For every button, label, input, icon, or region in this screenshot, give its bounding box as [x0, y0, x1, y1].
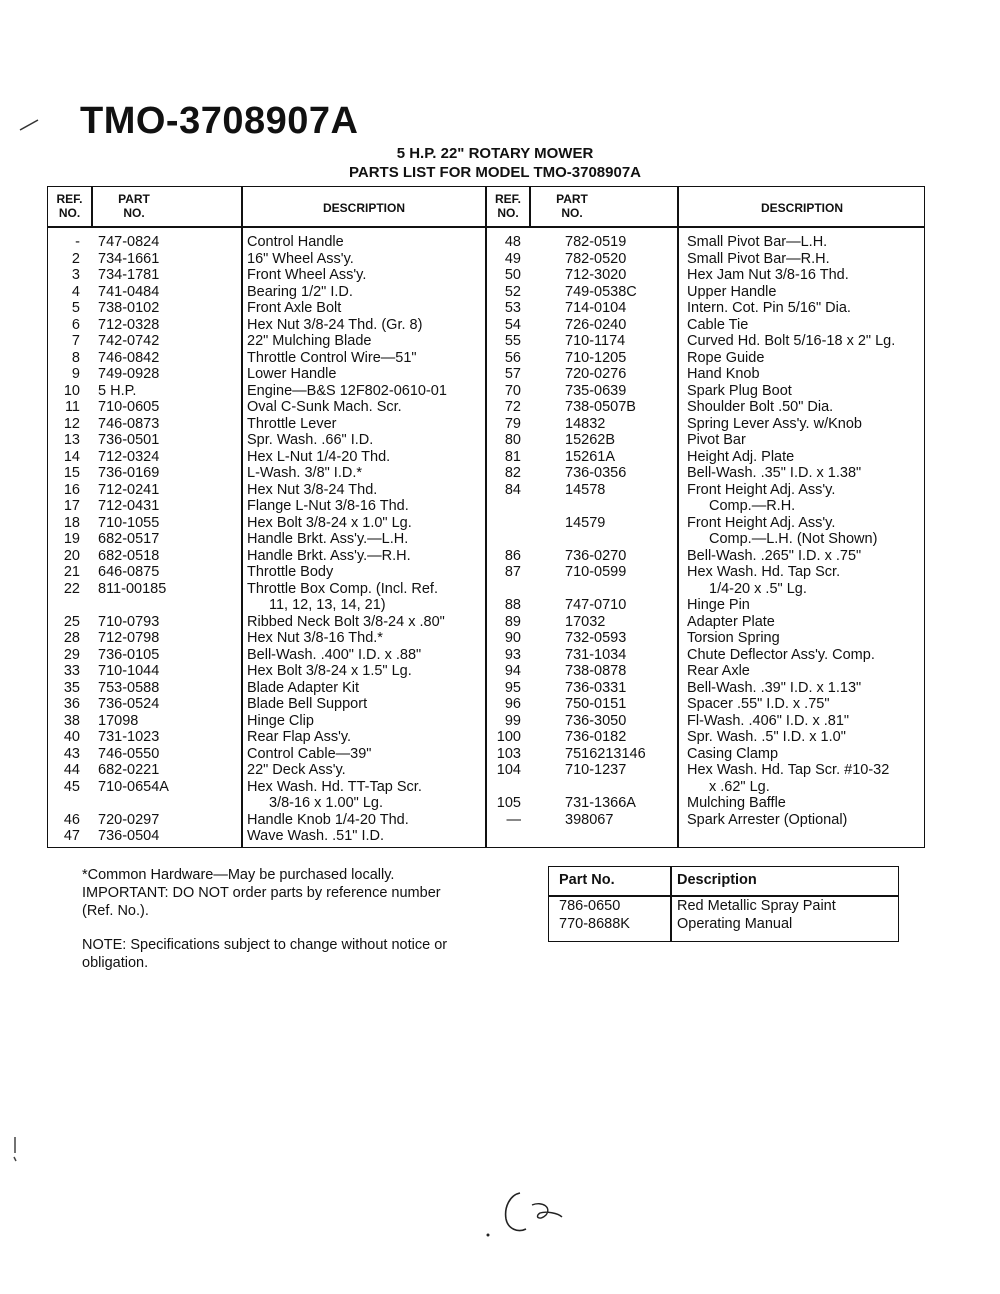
part-description: Rear Flap Ass'y. — [247, 729, 352, 745]
part-description: Bell-Wash. .39" I.D. x 1.13" — [687, 679, 862, 696]
ref-no: 21 — [63, 564, 80, 580]
part-no: 736-0331 — [565, 679, 627, 696]
ref-no: 4 — [71, 283, 80, 300]
ref-no: 22 — [63, 580, 80, 597]
ref-no: 99 — [504, 712, 521, 729]
part-no: 682-0517 — [98, 531, 160, 547]
part-description: Control Cable—39" — [247, 745, 372, 762]
part-no: 682-0221 — [98, 762, 160, 778]
ref-no: 43 — [63, 745, 80, 762]
part-no: 747-0824 — [98, 234, 160, 250]
part-no: 731-1366A — [565, 795, 636, 811]
part-description: Front Wheel Ass'y. — [247, 267, 367, 283]
part-no: 712-0798 — [98, 630, 160, 646]
part-no: 712-0324 — [98, 448, 160, 465]
part-no: 782-0520 — [565, 250, 627, 267]
part-description: Adapter Plate — [687, 613, 775, 630]
ref-no: 81 — [504, 448, 521, 465]
part-no: 398067 — [565, 811, 614, 828]
ref-no: 46 — [63, 811, 80, 828]
part-no: 731-1023 — [98, 729, 160, 745]
ref-no: 86 — [504, 547, 521, 564]
part-no: 736-0182 — [565, 729, 627, 745]
part-description: Hinge Pin — [687, 597, 750, 613]
part-description: x .62" Lg. — [709, 778, 770, 795]
part-description: Mulching Baffle — [687, 795, 786, 811]
part-description: Chute Deflector Ass'y. Comp. — [687, 646, 875, 663]
part-description: Spr. Wash. .5" I.D. x 1.0" — [687, 729, 846, 745]
ref-no: 25 — [63, 613, 80, 630]
ref-no: 38 — [63, 712, 80, 729]
part-description: Handle Brkt. Ass'y.—L.H. — [247, 531, 409, 547]
handwritten-mark — [480, 1183, 570, 1243]
part-description: 3/8-16 x 1.00" Lg. — [269, 795, 383, 811]
ref-no: 45 — [63, 778, 80, 795]
part-description: Bell-Wash. .400" I.D. x .88" — [247, 646, 422, 663]
part-no: 742-0742 — [98, 333, 160, 349]
part-description: Pivot Bar — [687, 432, 746, 448]
ref-no: 100 — [496, 729, 521, 745]
part-no: 720-0276 — [565, 366, 627, 382]
part-description: 16" Wheel Ass'y. — [247, 250, 354, 267]
parts-list-subtitle: PARTS LIST FOR MODEL TMO-3708907A — [349, 164, 641, 181]
part-no: 747-0710 — [565, 597, 627, 613]
column-divider — [677, 187, 679, 847]
ref-no: 87 — [504, 564, 521, 580]
part-no: 15261A — [565, 448, 615, 465]
extra-header-part-no: Part No. — [559, 872, 615, 888]
ref-no: 28 — [63, 630, 80, 646]
part-description: Throttle Lever — [247, 415, 337, 432]
column-divider — [241, 187, 243, 847]
part-description: Small Pivot Bar—R.H. — [687, 250, 830, 267]
part-description: Hand Knob — [687, 366, 760, 382]
ref-no: 79 — [504, 415, 521, 432]
part-description: Blade Bell Support — [247, 696, 368, 712]
ref-no: 44 — [63, 762, 80, 778]
part-no: 738-0878 — [565, 663, 627, 679]
header-ref-no: REF. NO. — [56, 192, 83, 220]
ref-no: 18 — [63, 514, 80, 531]
part-no: 736-0524 — [98, 696, 160, 712]
ref-no: 56 — [504, 349, 521, 366]
part-no: 750-0151 — [565, 696, 627, 712]
part-no: 736-0501 — [98, 432, 160, 448]
part-description: 11, 12, 13, 14, 21) — [269, 597, 386, 613]
part-no: 736-3050 — [565, 712, 627, 729]
header-part-no-right: PART NO. — [556, 192, 588, 220]
part-description: Throttle Control Wire—51" — [247, 349, 417, 366]
part-no: 712-0328 — [98, 316, 160, 333]
part-no: 14578 — [565, 481, 606, 498]
part-no: 712-3020 — [565, 267, 627, 283]
ref-no: 40 — [63, 729, 80, 745]
ref-no: 103 — [496, 745, 521, 762]
part-no: 782-0519 — [565, 234, 627, 250]
part-description: Bearing 1/2" I.D. — [247, 283, 353, 300]
part-description: Upper Handle — [687, 283, 777, 300]
ref-no: 7 — [71, 333, 80, 349]
parts-list-table — [47, 186, 925, 848]
part-description: Torsion Spring — [687, 630, 780, 646]
model-title: TMO-3708907A — [80, 100, 359, 142]
ref-no: 14 — [63, 448, 80, 465]
part-no: 734-1661 — [98, 250, 160, 267]
part-no: 17032 — [565, 613, 606, 630]
ref-no: 19 — [63, 531, 80, 547]
header-description: DESCRIPTION — [322, 201, 405, 215]
ref-no: 17 — [63, 498, 80, 514]
part-no: 749-0538C — [565, 283, 637, 300]
part-no: 714-0104 — [565, 300, 627, 316]
ref-no: 54 — [504, 316, 521, 333]
part-no: 741-0484 — [98, 283, 160, 300]
part-no: 15262B — [565, 432, 615, 448]
ref-no: 90 — [504, 630, 521, 646]
part-description: Cable Tie — [687, 316, 749, 333]
part-description: Front Axle Bolt — [247, 300, 342, 316]
part-description: Fl-Wash. .406" I.D. x .81" — [687, 712, 850, 729]
ref-no: 105 — [496, 795, 521, 811]
ref-no: 13 — [63, 432, 80, 448]
part-no: 5 H.P. — [98, 382, 137, 399]
ref-no: 2 — [71, 250, 80, 267]
ref-no: — — [506, 811, 521, 828]
part-no: 734-1781 — [98, 267, 160, 283]
part-no: 738-0102 — [98, 300, 160, 316]
part-no: 710-1055 — [98, 514, 160, 531]
ref-no: 82 — [504, 465, 521, 481]
part-no: 746-0550 — [98, 745, 160, 762]
part-no: 811-00185 — [98, 580, 167, 597]
part-no: 646-0875 — [98, 564, 160, 580]
header-description-right: DESCRIPTION — [760, 201, 843, 215]
part-no: 736-0270 — [565, 547, 627, 564]
part-description: Control Handle — [247, 234, 344, 250]
part-description: Engine—B&S 12F802-0610-01 — [247, 382, 447, 399]
part-description: Hex L-Nut 1/4-20 Thd. — [247, 448, 391, 465]
ref-no: 6 — [71, 316, 80, 333]
ref-no: 48 — [504, 234, 521, 250]
ref-no: 10 — [63, 382, 80, 399]
part-description: Shoulder Bolt .50" Dia. — [687, 399, 834, 415]
ref-no: - — [75, 234, 80, 250]
ref-no: 29 — [63, 646, 80, 663]
ref-no: 47 — [63, 828, 80, 844]
part-description: Comp.—L.H. (Not Shown) — [709, 531, 878, 547]
part-description: Wave Wash. .51" I.D. — [247, 828, 385, 844]
part-description: Comp.—R.H. — [709, 498, 796, 514]
part-no: 710-0793 — [98, 613, 160, 630]
ref-no: 88 — [504, 597, 521, 613]
part-description: Hex Nut 3/8-24 Thd. (Gr. 8) — [247, 316, 423, 333]
part-description: Spring Lever Ass'y. w/Knob — [687, 415, 862, 432]
part-no: 753-0588 — [98, 679, 160, 696]
part-no: 710-1237 — [565, 762, 627, 778]
ref-no: 20 — [63, 547, 80, 564]
header-ref-no-right: REF. NO. — [494, 192, 521, 220]
specifications-note: NOTE: Specifications subject to change without notice or obligation. — [82, 937, 448, 971]
extra-part-no: 770-8688K — [559, 916, 630, 932]
ref-no: 50 — [504, 267, 521, 283]
part-no: 720-0297 — [98, 811, 160, 828]
part-description: Rope Guide — [687, 349, 765, 366]
part-no: 746-0842 — [98, 349, 160, 366]
part-no: 749-0928 — [98, 366, 160, 382]
scan-mark — [18, 118, 40, 132]
ref-no: 89 — [504, 613, 521, 630]
ref-no: 80 — [504, 432, 521, 448]
part-description: Bell-Wash. .265" I.D. x .75" — [687, 547, 862, 564]
extra-description: Operating Manual — [677, 916, 793, 932]
part-description: Hex Jam Nut 3/8-16 Thd. — [687, 267, 849, 283]
part-description: Handle Knob 1/4-20 Thd. — [247, 811, 409, 828]
part-description: Handle Brkt. Ass'y.—R.H. — [247, 547, 411, 564]
ref-no: 11 — [64, 399, 80, 415]
header-part-no: PART NO. — [118, 192, 150, 220]
ref-no: 33 — [63, 663, 80, 679]
part-description: Hex Bolt 3/8-24 x 1.0" Lg. — [247, 514, 412, 531]
part-description: Casing Clamp — [687, 745, 779, 762]
part-no: 710-1174 — [565, 333, 626, 349]
part-description: 1/4-20 x .5" Lg. — [709, 580, 807, 597]
part-description: Bell-Wash. .35" I.D. x 1.38" — [687, 465, 862, 481]
ref-no: 84 — [504, 481, 521, 498]
part-description: Spr. Wash. .66" I.D. — [247, 432, 374, 448]
part-description: Oval C-Sunk Mach. Scr. — [247, 399, 402, 415]
ref-no: 72 — [504, 399, 521, 415]
ref-no: 94 — [504, 663, 521, 679]
part-no: 710-0605 — [98, 399, 160, 415]
part-no: 736-0169 — [98, 465, 160, 481]
part-no: 14579 — [565, 514, 606, 531]
part-no: 731-1034 — [565, 646, 627, 663]
ref-no: 55 — [504, 333, 521, 349]
part-description: Throttle Box Comp. (Incl. Ref. — [247, 580, 438, 597]
part-description: Intern. Cot. Pin 5/16" Dia. — [687, 300, 851, 316]
part-no: 17098 — [98, 712, 139, 729]
notes-block — [82, 866, 502, 972]
part-description: Front Height Adj. Ass'y. — [687, 514, 836, 531]
part-description: Hex Wash. Hd. Tap Scr. #10-32 — [687, 762, 890, 778]
part-description: L-Wash. 3/8" I.D.* — [247, 465, 363, 481]
part-no: 736-0356 — [565, 465, 627, 481]
part-no: 732-0593 — [565, 630, 627, 646]
part-no: 710-0654A — [98, 778, 169, 795]
part-description: Curved Hd. Bolt 5/16-18 x 2" Lg. — [687, 333, 896, 349]
part-no: 7516213146 — [565, 745, 646, 762]
extra-row — [549, 897, 898, 915]
ref-no: 52 — [504, 283, 521, 300]
part-description: Hex Wash. Hd. Tap Scr. — [687, 564, 841, 580]
part-description: Flange L-Nut 3/8-16 Thd. — [247, 498, 409, 514]
part-no: 735-0639 — [565, 382, 627, 399]
part-description: Hex Wash. Hd. TT-Tap Scr. — [247, 778, 422, 795]
part-description: Blade Adapter Kit — [247, 679, 360, 696]
part-description: Height Adj. Plate — [687, 448, 795, 465]
ref-no: 70 — [504, 382, 521, 399]
part-description: Rear Axle — [687, 663, 750, 679]
part-no: 710-1205 — [565, 349, 627, 366]
ref-no: 57 — [504, 366, 521, 382]
ref-no: 36 — [63, 696, 80, 712]
ref-no: 93 — [504, 646, 521, 663]
ref-no: 15 — [63, 465, 80, 481]
ref-no: 12 — [63, 415, 80, 432]
part-no: 712-0431 — [98, 498, 160, 514]
ref-no: 49 — [504, 250, 521, 267]
part-description: Hinge Clip — [247, 712, 314, 729]
part-description: Ribbed Neck Bolt 3/8-24 x .80" — [247, 613, 445, 630]
ref-no: 8 — [71, 349, 80, 366]
part-description: Front Height Adj. Ass'y. — [687, 481, 836, 498]
ref-no: 5 — [71, 300, 80, 316]
common-hardware-note: *Common Hardware—May be purchased locally. — [82, 867, 395, 883]
part-description: 22" Mulching Blade — [247, 333, 372, 349]
extra-row — [549, 915, 898, 933]
part-no: 746-0873 — [98, 415, 160, 432]
part-no: 726-0240 — [565, 316, 627, 333]
part-description: Spacer .55" I.D. x .75" — [687, 696, 830, 712]
part-description: Spark Arrester (Optional) — [687, 811, 848, 828]
ref-no: 16 — [63, 481, 80, 498]
part-description: Hex Nut 3/8-16 Thd.* — [247, 630, 383, 646]
part-no: 14832 — [565, 415, 606, 432]
part-no: 710-0599 — [565, 564, 627, 580]
part-no: 738-0507B — [565, 399, 636, 415]
ref-no: 96 — [504, 696, 521, 712]
part-no: 712-0241 — [98, 481, 160, 498]
ref-no: 35 — [63, 679, 80, 696]
part-description: Hex Nut 3/8-24 Thd. — [247, 481, 378, 498]
ref-no: 3 — [71, 267, 80, 283]
part-no: 736-0105 — [98, 646, 160, 663]
extra-parts-table — [548, 866, 899, 942]
ref-no: 9 — [71, 366, 80, 382]
ref-no: 53 — [504, 300, 521, 316]
mower-subtitle: 5 H.P. 22" ROTARY MOWER — [396, 145, 594, 162]
part-no: 736-0504 — [98, 828, 160, 844]
scan-mark — [10, 1135, 20, 1163]
part-description: Spark Plug Boot — [687, 382, 792, 399]
part-no: 710-1044 — [98, 663, 160, 679]
part-description: Hex Bolt 3/8-24 x 1.5" Lg. — [247, 663, 412, 679]
extra-part-no: 786-0650 — [559, 898, 621, 914]
ref-no: 95 — [504, 679, 521, 696]
part-no: 682-0518 — [98, 547, 160, 564]
part-description: Throttle Body — [247, 564, 334, 580]
ref-no: 104 — [496, 762, 521, 778]
important-note: IMPORTANT: DO NOT order parts by reference number (Ref. No.). — [82, 885, 441, 919]
extra-description: Red Metallic Spray Paint — [677, 898, 836, 914]
part-description: 22" Deck Ass'y. — [247, 762, 346, 778]
part-description: Small Pivot Bar—L.H. — [687, 234, 828, 250]
part-description: Lower Handle — [247, 366, 337, 382]
extra-header-description: Description — [677, 872, 757, 888]
